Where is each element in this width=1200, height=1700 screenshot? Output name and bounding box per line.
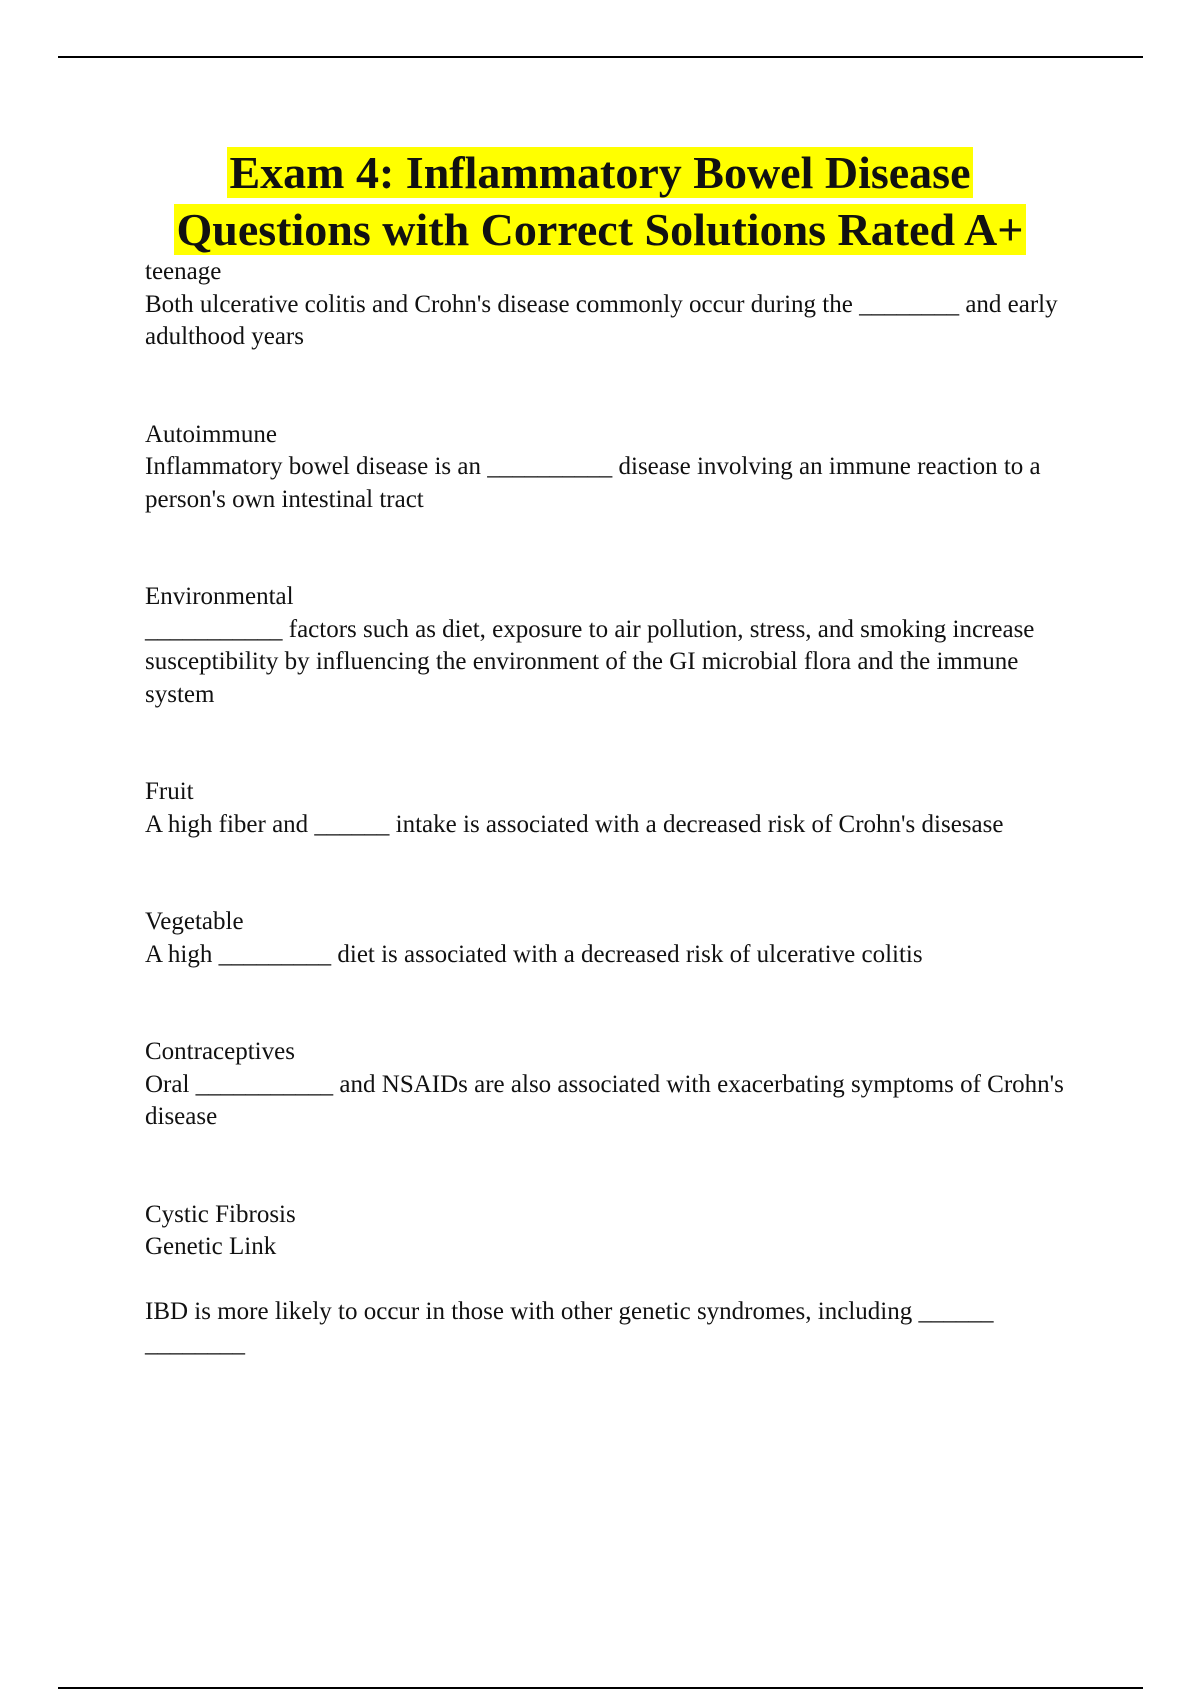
- document-title: [0, 144, 1200, 258]
- question-text: A high fiber and ______ intake is associated with a decreased risk of Crohn's disesase: [145, 810, 1004, 838]
- answer-text: Genetic Link: [145, 1233, 277, 1260]
- qa-item: [145, 1036, 1085, 1134]
- answer-text: teenage: [145, 258, 222, 285]
- answer-text: Environmental: [145, 583, 294, 610]
- footer-rule: [58, 1687, 1143, 1689]
- question-text: A high _________ diet is associated with a decreased risk of ulcerative colitis: [145, 940, 923, 968]
- question-text: Oral ___________ and NSAIDs are also associated with exacerbating symptoms of Crohn's disease: [145, 1070, 1071, 1130]
- question-list: [145, 256, 1085, 1361]
- qa-item: [145, 776, 1085, 841]
- answer-text: Cystic Fibrosis: [145, 1200, 296, 1228]
- qa-item: [145, 256, 1085, 354]
- qa-item: [145, 581, 1085, 711]
- title-line-2: Questions with Correct Solutions Rated A+: [176, 204, 1024, 255]
- answer-text: Autoimmune: [145, 420, 277, 448]
- question-text: Both ulcerative colitis and Crohn's disease commonly occur during the ________ and early adulthood years: [145, 290, 1064, 350]
- qa-item: [145, 419, 1085, 517]
- qa-item: [145, 906, 1085, 971]
- question-text: ___________ factors such as diet, exposure to air pollution, stress, and smoking increase susceptibility by influencing the environment of the GI microbial flora and the immune system: [145, 615, 1041, 708]
- qa-item: [145, 1199, 1085, 1361]
- question-text: Inflammatory bowel disease is an __________ disease involving an immune reaction to a person's own intestinal tract: [145, 453, 1047, 513]
- title-line-1: Exam 4: Inflammatory Bowel Disease: [229, 147, 971, 198]
- answer-text: Contraceptives: [145, 1038, 295, 1065]
- answer-text: Vegetable: [145, 908, 244, 935]
- question-text: IBD is more likely to occur in those with other genetic syndromes, including ______ ________: [145, 1297, 1000, 1357]
- answer-text: Fruit: [145, 778, 194, 805]
- header-rule: [58, 56, 1143, 58]
